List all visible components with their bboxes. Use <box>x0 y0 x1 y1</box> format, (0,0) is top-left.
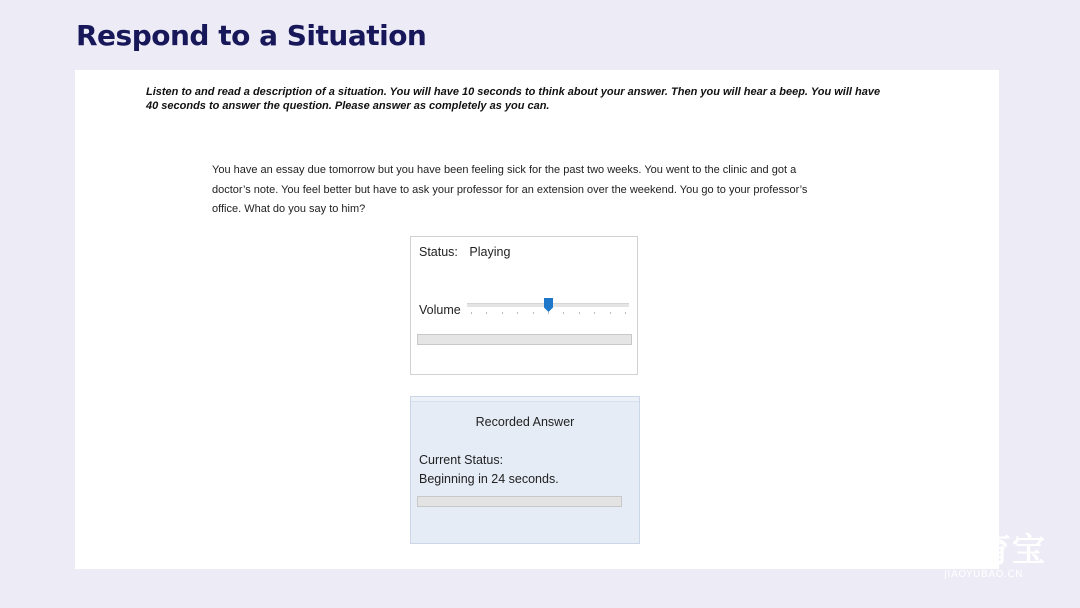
recorder-status-value: Beginning in 24 seconds. <box>419 472 559 486</box>
volume-slider-ticks <box>467 312 629 314</box>
recording-progress-bar <box>417 496 622 507</box>
volume-slider-tick <box>625 312 626 314</box>
audio-player <box>410 236 638 375</box>
playback-progress-bar <box>417 334 632 345</box>
player-status-row <box>419 245 510 259</box>
volume-label: Volume <box>419 303 461 317</box>
player-status-value: Playing <box>469 245 511 259</box>
volume-slider-tick <box>533 312 534 314</box>
volume-slider-tick <box>594 312 595 314</box>
watermark-logo <box>944 532 1064 580</box>
volume-slider-thumb[interactable] <box>544 298 553 312</box>
volume-slider-tick <box>471 312 472 314</box>
instructions-text: Listen to and read a description of a situation. You will have 10 seconds to think about your answer. Then you will hear a beep. You will have 40 seconds to answer the question. Please answer as completely as you can. <box>146 86 881 112</box>
volume-slider-tick <box>563 312 564 314</box>
recorder-top-strip <box>411 397 639 402</box>
volume-slider-tick <box>517 312 518 314</box>
watermark-url-text: JIAOYUBAO.CN <box>944 569 1024 580</box>
volume-slider-tick <box>610 312 611 314</box>
volume-slider-tick <box>486 312 487 314</box>
volume-slider-tick <box>502 312 503 314</box>
volume-slider[interactable] <box>467 299 629 319</box>
scenario-text: You have an essay due tomorrow but you have been feeling sick for the past two weeks. You went to the clinic and got a doctor’s note. You feel better but have to ask your professor for an extension over the weekend. You go to your professor’s office. What do you say to him? <box>212 164 808 215</box>
recorder-status-label: Current Status: <box>419 453 504 467</box>
slide-title: Respond to a Situation <box>76 19 427 52</box>
volume-slider-tick <box>579 312 580 314</box>
recorder-heading: Recorded Answer <box>475 415 575 429</box>
watermark-chinese-text: 教育宝 <box>944 530 1046 569</box>
test-panel <box>75 70 999 569</box>
player-status-label: Status: <box>419 245 458 259</box>
answer-recorder <box>410 396 640 544</box>
volume-slider-tick <box>548 312 549 314</box>
